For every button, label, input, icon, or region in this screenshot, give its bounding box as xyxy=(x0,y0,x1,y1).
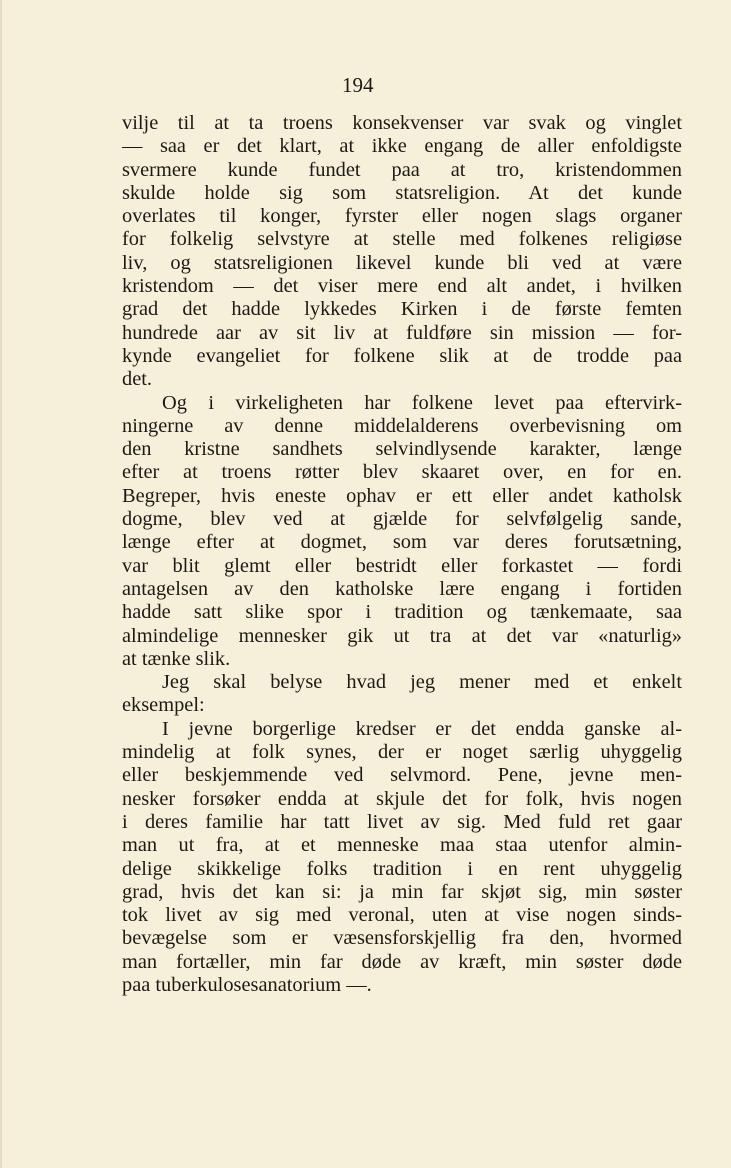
text-line: grad det hadde lykkedes Kirken i de første femten xyxy=(122,298,682,321)
text-line: overlates til konger, fyrster eller nogen slags organer xyxy=(122,205,682,228)
page-number: 194 xyxy=(342,73,374,97)
text-line: hadde satt slike spor i tradition og tænkemaate, saa xyxy=(122,601,682,624)
text-line: vilje til at ta troens konsekvenser var svak og vinglet xyxy=(122,112,682,134)
text-line: bevægelse som er væsensforskjellig fra den, hvormed xyxy=(122,927,682,950)
text-line: almindelige mennesker gik ut tra at det var «naturlig» xyxy=(122,624,682,647)
text-line: den kristne sandhets selvindlysende karakter, længe xyxy=(122,438,682,461)
text-line: at tænke slik. xyxy=(122,647,231,670)
paragraph xyxy=(122,671,682,718)
text-line: nesker forsøker endda at skjule det for folk, hvis nogen xyxy=(122,787,682,810)
text-line: mindelig at folk synes, der er noget særlig uhyggelig xyxy=(122,741,682,764)
body-text xyxy=(122,112,682,997)
text-line: Og i virkeligheten har folkene levet paa eftervirk- xyxy=(162,391,682,414)
text-line: delige skikkelige folks tradition i en rent uhyggelig xyxy=(122,857,682,880)
paragraph xyxy=(122,112,682,392)
text-line: liv, og statsreligionen likevel kunde bli ved at være xyxy=(122,251,682,274)
text-line: eksempel: xyxy=(122,694,205,717)
text-line: man fortæller, min far døde av kræft, min søster døde xyxy=(122,950,682,973)
text-line: kynde evangeliet for folkene slik at de trodde paa xyxy=(122,344,682,367)
paragraph xyxy=(122,392,682,672)
text-line: man ut fra, at et menneske maa staa utenfor almin- xyxy=(122,834,682,857)
text-line: i deres familie har tatt livet av sig. Med fuld ret gaar xyxy=(122,810,682,833)
text-line: eller beskjemmende ved selvmord. Pene, jevne men- xyxy=(122,764,682,787)
text-line: længe efter at dogmet, som var deres forutsætning, xyxy=(122,531,682,554)
text-line: svermere kunde fundet paa at tro, kristendommen xyxy=(122,158,682,181)
paragraph xyxy=(122,718,682,998)
text-line: tok livet av sig med veronal, uten at vise nogen sinds- xyxy=(122,904,682,927)
text-line: efter at troens røtter blev skaaret over, en for en. xyxy=(122,461,682,484)
text-line: grad, hvis det kan si: ja min far skjøt sig, min søster xyxy=(122,880,682,903)
text-line: for folkelig selvstyre at stelle med folkenes religiøse xyxy=(122,228,682,251)
text-line: ningerne av denne middelalderens overbevisning om xyxy=(122,414,682,437)
text-line: I jevne borgerlige kredser er det endda ganske al- xyxy=(162,717,682,740)
text-line: — saa er det klart, at ikke engang de aller enfoldigste xyxy=(122,135,682,158)
text-line: Jeg skal belyse hvad jeg mener med et enkelt xyxy=(162,671,682,694)
text-line: paa tuberkulosesanatorium —. xyxy=(122,973,372,996)
text-line: hundrede aar av sit liv at fuldføre sin mission — for- xyxy=(122,321,682,344)
text-line: det. xyxy=(122,368,153,391)
text-line: kristendom — det viser mere end alt andet, i hvilken xyxy=(122,275,682,298)
text-line: antagelsen av den katholske lære engang i fortiden xyxy=(122,577,682,600)
text-line: skulde holde sig som statsreligion. At det kunde xyxy=(122,181,682,204)
text-line: Begreper, hvis eneste ophav er ett eller andet katholsk xyxy=(122,484,682,507)
text-line: dogme, blev ved at gjælde for selvfølgelig sande, xyxy=(122,508,682,531)
text-line: var blit glemt eller bestridt eller forkastet — fordi xyxy=(122,554,682,577)
